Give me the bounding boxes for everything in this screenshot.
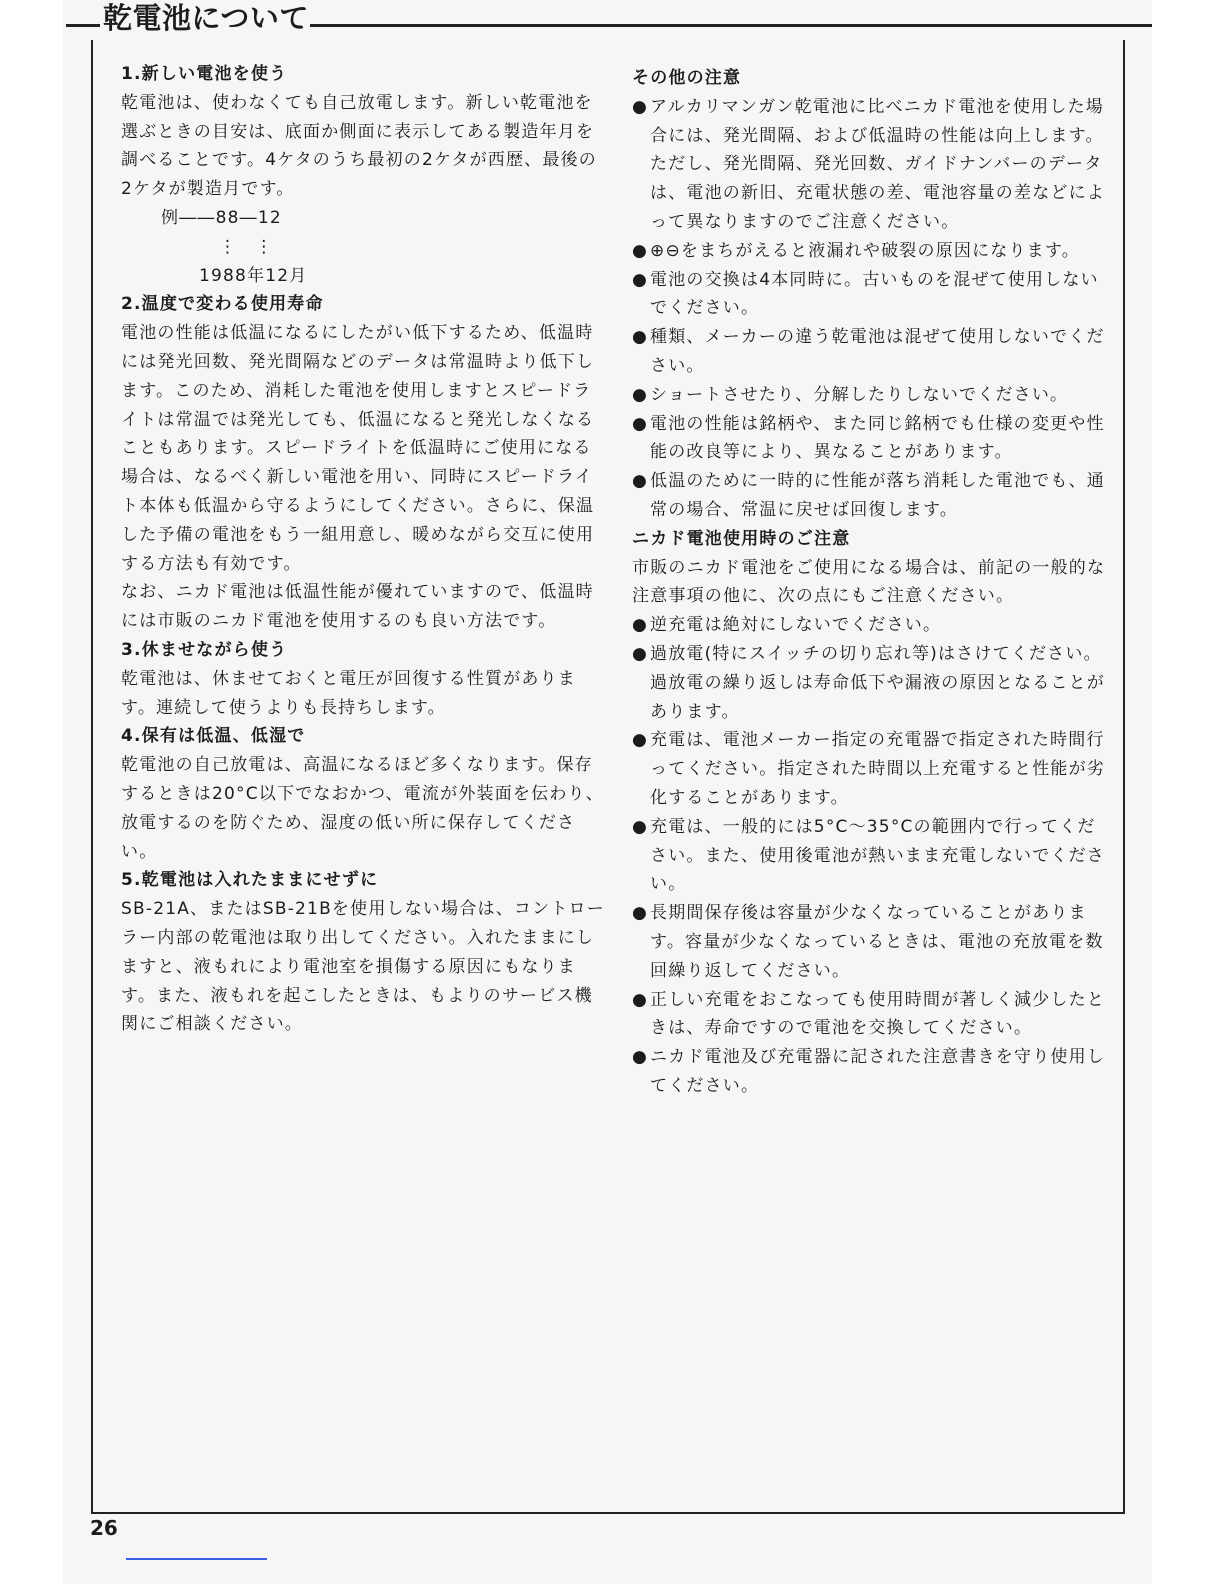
section-2-paragraph-1: 電池の性能は低温になるにしたがい低下するため、低温時には発光回数、発光間隔などのデータは常温時より低下します。このため、消耗した電池を使用しますとスピードライトは常温では発光しても、低温になると発光しなくなることもあります。スピードライトを低温時にご使用になる場合は、なるべく新しい電池を用い、同時にスピードライト本体も低温から守るようにしてください。さらに、保温した予備の電池をもう一組用意し、暖めながら交互に使用する方法も有効です。 — [121, 323, 595, 574]
left-column — [121, 60, 607, 1039]
section-5-heading: 5.乾電池は入れたままにせずに — [121, 870, 379, 891]
other-note-item: ● ショートさせたり、分解したりしないでください。 — [632, 381, 1110, 410]
nicad-note-item: ● 正しい充電をおこなっても使用時間が著しく減少したときは、寿命ですので電池を交換してください。 — [632, 986, 1110, 1044]
page-number: 26 — [90, 1516, 118, 1540]
nicad-note-item: ● 長期間保存後は容量が少なくなっていることがあります。容量が少なくなっているときは、電池の充放電を数回繰り返してください。 — [632, 899, 1110, 985]
date-code-example: 例――88―12 — [161, 207, 282, 228]
section-1-heading: 1.新しい電池を使う — [121, 64, 288, 84]
header-lead-rule — [66, 24, 100, 27]
section-3-heading: 3.休ませながら使う — [121, 639, 288, 660]
nicad-note-item: ● 充電は、一般的には5°C～35°Cの範囲内で行ってください。また、使用後電池が熱いまま充電しないでください。 — [632, 813, 1110, 899]
section-2-paragraph-2: なお、ニカド電池は低温性能が優れていますので、低温時には市販のニカド電池を使用するのも良い方法です。 — [121, 582, 594, 632]
other-note-item: ● アルカリマンガン乾電池に比べニカド電池を使用した場合には、発光間隔、および低温時の性能は向上します。ただし、発光間隔、発光回数、ガイドナンバーのデータは、電池の新旧、充電状態の差、電池容量の差などによって異なりますのでご注意ください。 — [632, 93, 1110, 237]
nicad-note-item: ● ニカド電池及び充電器に記された注意書きを守り使用してください。 — [632, 1043, 1110, 1101]
blue-underline — [126, 1558, 267, 1560]
other-note-item: ● 低温のために一時的に性能が落ち消耗した電池でも、通常の場合、常温に戻せば回復します。 — [632, 467, 1110, 525]
nicad-heading: ニカド電池使用時のご注意 — [632, 528, 851, 549]
other-note-item: ● 電池の性能は銘柄や、また同じ銘柄でも仕様の変更や性能の改良等により、異なることがあります。 — [632, 410, 1110, 468]
other-note-item: ● 種類、メーカーの違う乾電池は混ぜて使用しないでください。 — [632, 323, 1110, 381]
page-title: 乾電池について — [103, 1, 309, 35]
other-note-item: ● 電池の交換は4本同時に。古いものを混ぜて使用しないでください。 — [632, 266, 1110, 324]
header-rule — [310, 24, 1152, 27]
date-code-meaning: 1988年12月 — [199, 265, 308, 286]
nicad-note-item: ● 過放電(特にスイッチの切り忘れ等)はさけてください。過放電の繰り返しは寿命低下や漏液の原因となることがあります。 — [632, 640, 1110, 726]
date-code-dots: ⋮ ⋮ — [219, 236, 274, 257]
nicad-intro: 市販のニカド電池をご使用になる場合は、前記の一般的な注意事項の他に、次の点にもご注意ください。 — [632, 557, 1106, 607]
nicad-note-item: ● 逆充電は絶対にしないでください。 — [632, 611, 1110, 640]
section-4-body: 乾電池の自己放電は、高温になるほど多くなります。保存するときは20°C以下でなおかつ、電流が外装面を伝わり、放電するのを防ぐため、湿度の低い所に保存してください。 — [121, 755, 604, 862]
other-notes-heading: その他の注意 — [632, 68, 742, 88]
nicad-note-item: ● 充電は、電池メーカー指定の充電器で指定された時間行ってください。指定された時間以上充電すると性能が劣化することがあります。 — [632, 726, 1110, 812]
section-1-body: 乾電池は、使わなくても自己放電します。新しい乾電池を選ぶときの目安は、底面か側面に表示してある製造年月を調べることです。4ケタのうち最初の2ケタが西歴、最後の2ケタが製造月です。 — [121, 92, 597, 200]
section-5-body: SB-21A、またはSB-21Bを使用しない場合は、コントローラー内部の乾電池は取り出してください。入れたままにしますと、液もれにより電池室を損傷する原因にもなります。また、液もれを起こしたときは、もよりのサービス機関にご相談ください。 — [121, 899, 605, 1035]
section-2-heading: 2.温度で変わる使用寿命 — [121, 294, 324, 315]
other-note-item: ● ⊕⊖をまちがえると液漏れや破裂の原因になります。 — [632, 237, 1110, 266]
section-3-body: 乾電池は、休ませておくと電圧が回復する性質があります。連続して使うよりも長持ちします。 — [121, 668, 576, 718]
section-4-heading: 4.保有は低温、低湿で — [121, 726, 306, 747]
right-column — [632, 64, 1110, 1101]
